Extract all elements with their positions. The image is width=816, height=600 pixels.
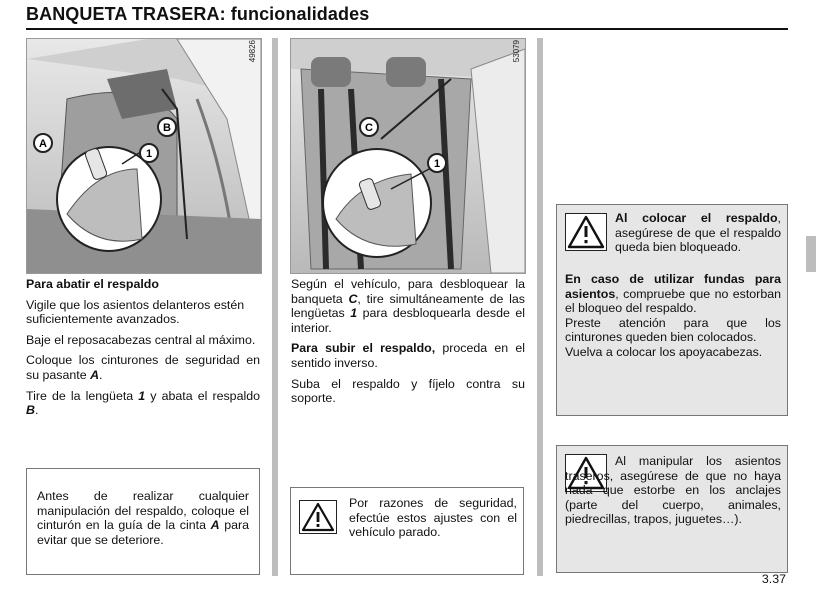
col3-warning-box-2 (556, 445, 788, 573)
page-title: BANQUETA TRASERA: funcionalidades (26, 4, 370, 24)
section-heading: Para abatir el respaldo (26, 277, 159, 291)
figure-left (26, 38, 262, 274)
seat-illustration-left (27, 39, 261, 273)
col1-p1: Vigile que los asientos delanteros estén suficientemente avanzados. (26, 297, 245, 327)
label-a: A (39, 138, 47, 150)
col2-p2: Para subir el respaldo, proceda en el sentido inverso. (291, 341, 525, 370)
seat-illustration-middle (291, 39, 525, 273)
col1-p2: Baje el reposacabezas central al máximo. (26, 332, 256, 347)
column-bar-1 (272, 38, 278, 576)
label-1: 1 (145, 148, 153, 160)
label-1: 1 (433, 158, 441, 170)
col1-text (26, 277, 260, 424)
warning-icon (299, 500, 337, 534)
col1-note-box: Antes de realizar cualquier manipulación del respaldo, coloque el cinturón en la guía de la cinta A para evitar que se deteriore. (26, 468, 260, 575)
col2-text (291, 277, 525, 412)
col3-warning-box-1 (556, 204, 788, 416)
col2-p3: Suba el respaldo y fíjelo contra su soporte. (291, 376, 525, 406)
column-bar-2 (537, 38, 543, 576)
col2-warning-text: Por razones de seguridad, efectúe estos ajustes con el vehículo parado. (349, 496, 517, 540)
col3-warn1-lead: Al colocar el respaldo, asegúrese de que el respaldo queda bien bloqueado. (615, 211, 781, 255)
figure-left-ref: 49826 (248, 40, 257, 63)
col3-warn2-text: Al manipular los asientos traseros, asegúrese de que no haya nada que estorbe en los anclajes (parte del cuerpo, animales, piedrecillas, trapos, juguetes…). (565, 454, 781, 527)
figure-middle-ref: 53079 (512, 40, 521, 63)
col2-warning-box (290, 487, 524, 575)
label-c: C (365, 122, 373, 134)
col1-p3: Coloque los cinturones de seguridad en su pasante A. (26, 353, 260, 382)
warning-icon (565, 213, 607, 251)
title-rule (26, 28, 788, 30)
figure-middle (290, 38, 526, 274)
col2-p1: Según el vehículo, para desbloquear la banqueta C, tire simultáneamente de las lengüetas 1 para desbloquearla desde el interior. (291, 277, 526, 335)
side-tab (806, 236, 816, 272)
col3-warn1-body: En caso de utilizar fundas para asientos, compruebe que no estorban el bloqueo del respaldo. Preste atención para que los cinturones queden bien colocados. Vuelva a colocar los apoyacabezas. (565, 272, 781, 359)
label-b: B (163, 122, 171, 134)
page-number: 3.37 (761, 572, 786, 586)
col1-p4: Tire de la lengüeta 1 y abata el respaldo B. (26, 388, 260, 418)
